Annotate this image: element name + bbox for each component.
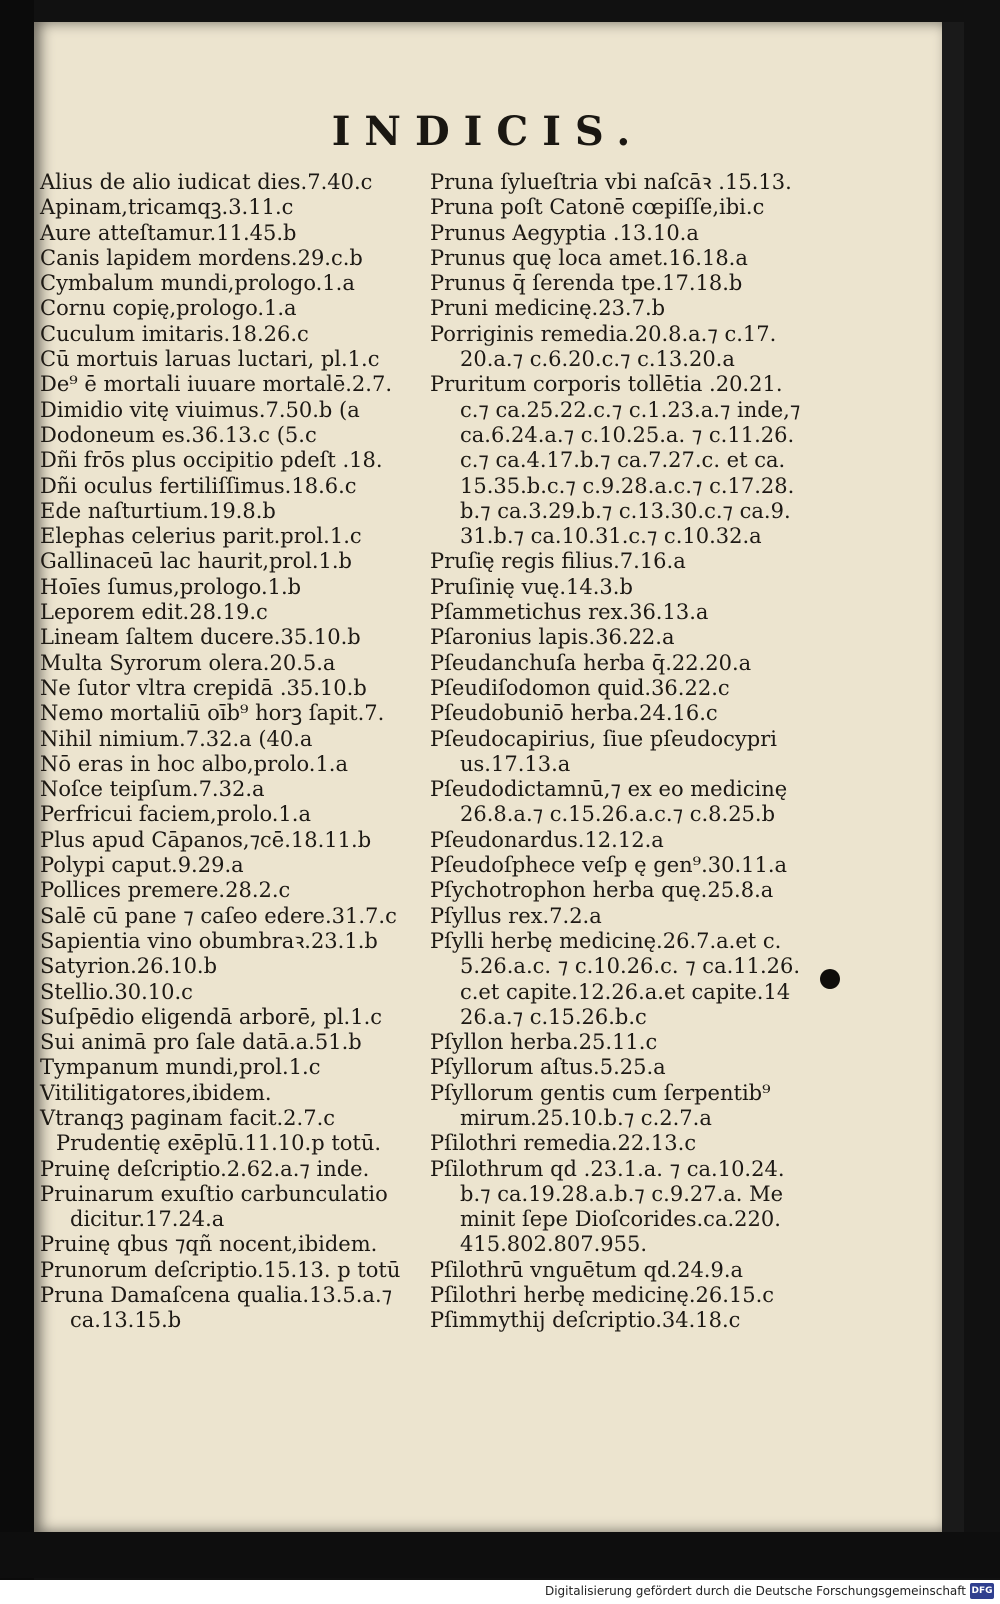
index-entry: 26.8.a.⁊ c.15.26.a.c.⁊ c.8.25.b — [460, 802, 776, 827]
index-entry: Plus apud Cāpanos,⁊cē.18.11.b — [40, 827, 372, 852]
index-entry: Pſilothri remedia.22.13.c — [430, 1131, 697, 1156]
index-entry: Dñi frōs plus occipitio pdeſt .18. — [40, 448, 383, 473]
index-entry: Satyrion.26.10.b — [40, 954, 218, 979]
index-entry: 5.26.a.c. ⁊ c.10.26.c. ⁊ ca.11.26. — [460, 954, 801, 979]
index-entry: us.17.13.a — [460, 751, 571, 776]
index-entry: Perfricui faciem,prolo.1.a — [40, 802, 311, 827]
index-entry: Vitilitigatores,ibidem. — [40, 1080, 272, 1105]
scan-bottom-margin — [0, 1532, 1000, 1578]
index-entry: Pſyllorum aſtus.5.25.a — [430, 1055, 666, 1080]
index-entry: Dodoneum es.36.13.c (5.c — [40, 422, 317, 447]
index-entry: Aure atteſtamur.11.45.b — [40, 220, 297, 245]
index-entry: Pſyllus rex.7.2.a — [430, 903, 602, 928]
index-entry: Nō eras in hoc albo,prolo.1.a — [40, 751, 348, 776]
index-entry: Ede naſturtium.19.8.b — [40, 498, 276, 523]
index-entry: ca.13.15.b — [70, 1308, 182, 1333]
running-head: INDICIS. — [331, 108, 645, 155]
index-entry: 415.802.807.955. — [460, 1232, 648, 1257]
index-entry: Pſyllorum gentis cum ſerpentib⁹ — [430, 1080, 771, 1105]
index-entry: Prunus q̄ ſerenda tpe.17.18.b — [430, 271, 743, 296]
index-entry: Pſylli herbę medicinę.26.7.a.et c. — [430, 928, 782, 953]
ink-blot — [820, 969, 840, 989]
index-entry: c.⁊ ca.4.17.b.⁊ ca.7.27.c. et ca. — [460, 448, 786, 473]
index-entry: mirum.25.10.b.⁊ c.2.7.a — [460, 1105, 712, 1130]
index-entry: Cymbalum mundi,prologo.1.a — [40, 271, 355, 296]
index-entry: Pruni medicinę.23.7.b — [430, 296, 666, 321]
index-entry: Pſilothrū vnguētum qd.24.9.a — [430, 1257, 744, 1282]
index-entry: b.⁊ ca.3.29.b.⁊ c.13.30.c.⁊ ca.9. — [460, 498, 791, 523]
index-entry: Pſeudiſodomon quid.36.22.c — [430, 675, 730, 700]
index-entry: Pſeudobuniō herba.24.16.c — [430, 701, 718, 726]
index-entry: Pruinarum exuſtio carbunculatio — [40, 1181, 388, 1206]
index-entry: Apinam,tricamqꝫ.3.11.c — [40, 195, 294, 220]
index-entry: Pſeudodictamnū,⁊ ex eo medicinę — [430, 777, 788, 802]
index-entry: 26.a.⁊ c.15.26.b.c — [460, 1004, 647, 1029]
index-entry: Pſaronius lapis.36.22.a — [430, 625, 675, 650]
index-column-left — [40, 170, 460, 1334]
index-entry: c.et capite.12.26.a.et capite.14 — [460, 979, 791, 1004]
index-entry: Tympanum mundi,prol.1.c — [40, 1055, 321, 1080]
index-entry: Salē cū pane ⁊ caſeo edere.31.7.c — [40, 903, 397, 928]
index-entry: Pſeudocapirius, ſiue pſeudocypri — [430, 726, 777, 751]
index-entry: Multa Syrorum olera.20.5.a — [40, 650, 336, 675]
index-column-right — [430, 170, 850, 1334]
index-entry: Prunus Aegyptia .13.10.a — [430, 220, 699, 245]
index-entry: Pruinę deſcriptio.2.62.a.⁊ inde. — [40, 1156, 370, 1181]
index-entry: dicitur.17.24.a — [70, 1207, 225, 1232]
index-entry: Pruritum corporis tollētia .20.21. — [430, 372, 783, 397]
index-entry: b.⁊ ca.19.28.a.b.⁊ c.9.27.a. Me — [460, 1181, 784, 1206]
index-entry: Nemo mortaliū oīb⁹ horꝫ ſapit.7. — [40, 701, 385, 726]
index-entry: Alius de alio iudicat dies.7.40.c — [40, 170, 373, 194]
index-entry: Cuculum imitaris.18.26.c — [40, 321, 309, 346]
index-entry: Pſimmythij deſcriptio.34.18.c — [430, 1308, 741, 1333]
index-entry: c.⁊ ca.25.22.c.⁊ c.1.23.a.⁊ inde,⁊ — [460, 397, 801, 422]
index-entry: Pruna poſt Catonē cœpiſſe,ibi.c — [430, 195, 765, 220]
index-entry: 31.b.⁊ ca.10.31.c.⁊ c.10.32.a — [460, 524, 762, 549]
index-entry: ca.6.24.a.⁊ c.10.25.a. ⁊ c.11.26. — [460, 422, 795, 447]
index-entry: Dimidio vitę viuimus.7.50.b (a — [40, 397, 360, 422]
index-entry: Pſeudoſphece veſp ę gen⁹.30.11.a — [430, 853, 788, 878]
index-entry: Gallinaceū lac haurit,prol.1.b — [40, 549, 352, 574]
index-entry: Stellio.30.10.c — [40, 979, 193, 1004]
index-entry: Sapientia vino obumbraꝛ.23.1.b — [40, 928, 378, 953]
page-edge-shadow — [942, 22, 964, 1532]
index-entry: minit ſepe Dioſcorides.ca.220. — [460, 1207, 781, 1232]
index-entry: Pſilothrum qd .23.1.a. ⁊ ca.10.24. — [430, 1156, 785, 1181]
index-entry: Pſilothri herbę medicinę.26.15.c — [430, 1283, 775, 1308]
index-entry: Pruinę qbus ⁊qñ nocent,ibidem. — [40, 1232, 378, 1257]
index-entry: Pruſię regis filius.7.16.a — [430, 549, 686, 574]
index-entry: Canis lapidem mordens.29.c.b — [40, 245, 363, 270]
index-entry: Prudentię exēplū.11.10.p totū. — [56, 1131, 382, 1156]
index-entry: 15.35.b.c.⁊ c.9.28.a.c.⁊ c.17.28. — [460, 473, 795, 498]
index-entry: Pſyllon herba.25.11.c — [430, 1030, 658, 1055]
index-entry: Pſeudonardus.12.12.a — [430, 827, 664, 852]
index-entry: De⁹ ē mortali iuuare mortalē.2.7. — [40, 372, 392, 397]
index-entry: Leporem edit.28.19.c — [40, 600, 268, 625]
index-entry: Noſce teipſum.7.32.a — [40, 777, 265, 802]
index-entry: Cornu copię,prologo.1.a — [40, 296, 297, 321]
index-entry: Prunorum deſcriptio.15.13. p totū — [40, 1257, 401, 1282]
index-entry: Pruna ſylueſtria vbi naſcāꝛ .15.13. — [430, 170, 792, 194]
dfg-logo-icon: DFG — [970, 1583, 994, 1599]
index-entry: Suſpēdio eligendā arborē, pl.1.c — [40, 1004, 383, 1029]
index-entry: Lineam ſaltem ducere.35.10.b — [40, 625, 361, 650]
index-entry: Polypi caput.9.29.a — [40, 853, 244, 878]
index-entry: Elephas celerius parit.prol.1.c — [40, 524, 362, 549]
digitization-footer — [0, 1580, 1000, 1604]
index-entry: Hoīes ſumus,prologo.1.b — [40, 574, 302, 599]
index-entry: Pollices premere.28.2.c — [40, 878, 291, 903]
index-entry: Sui animā pro ſale datā.a.51.b — [40, 1030, 362, 1055]
book-spine-shadow — [0, 0, 34, 1604]
index-entry: Prunus quę loca amet.16.18.a — [430, 245, 748, 270]
index-entry: 20.a.⁊ c.6.20.c.⁊ c.13.20.a — [460, 347, 735, 372]
index-entry: Pruſinię vuę.14.3.b — [430, 574, 633, 599]
index-entry: Pſeudanchuſa herba q̄.22.20.a — [430, 650, 752, 675]
index-entry: Porriginis remedia.20.8.a.⁊ c.17. — [430, 321, 777, 346]
index-entry: Nihil nimium.7.32.a (40.a — [40, 726, 313, 751]
book-page — [34, 22, 942, 1532]
index-entry: Dñi oculus fertiliſſimus.18.6.c — [40, 473, 357, 498]
index-entry: Pruna Damaſcena qualia.13.5.a.⁊ — [40, 1283, 393, 1308]
index-entry: Cū mortuis laruas luctari, pl.1.c — [40, 347, 380, 372]
footer-credit: Digitalisierung gefördert durch die Deutsche Forschungsgemeinschaft — [544, 1584, 966, 1598]
index-entry: Pſychotrophon herba quę.25.8.a — [430, 878, 774, 903]
index-entry: Ne ſutor vltra crepidā .35.10.b — [40, 675, 367, 700]
index-entry: Vtranqꝫ paginam facit.2.7.c — [40, 1105, 336, 1130]
index-entry: Pſammetichus rex.36.13.a — [430, 600, 709, 625]
